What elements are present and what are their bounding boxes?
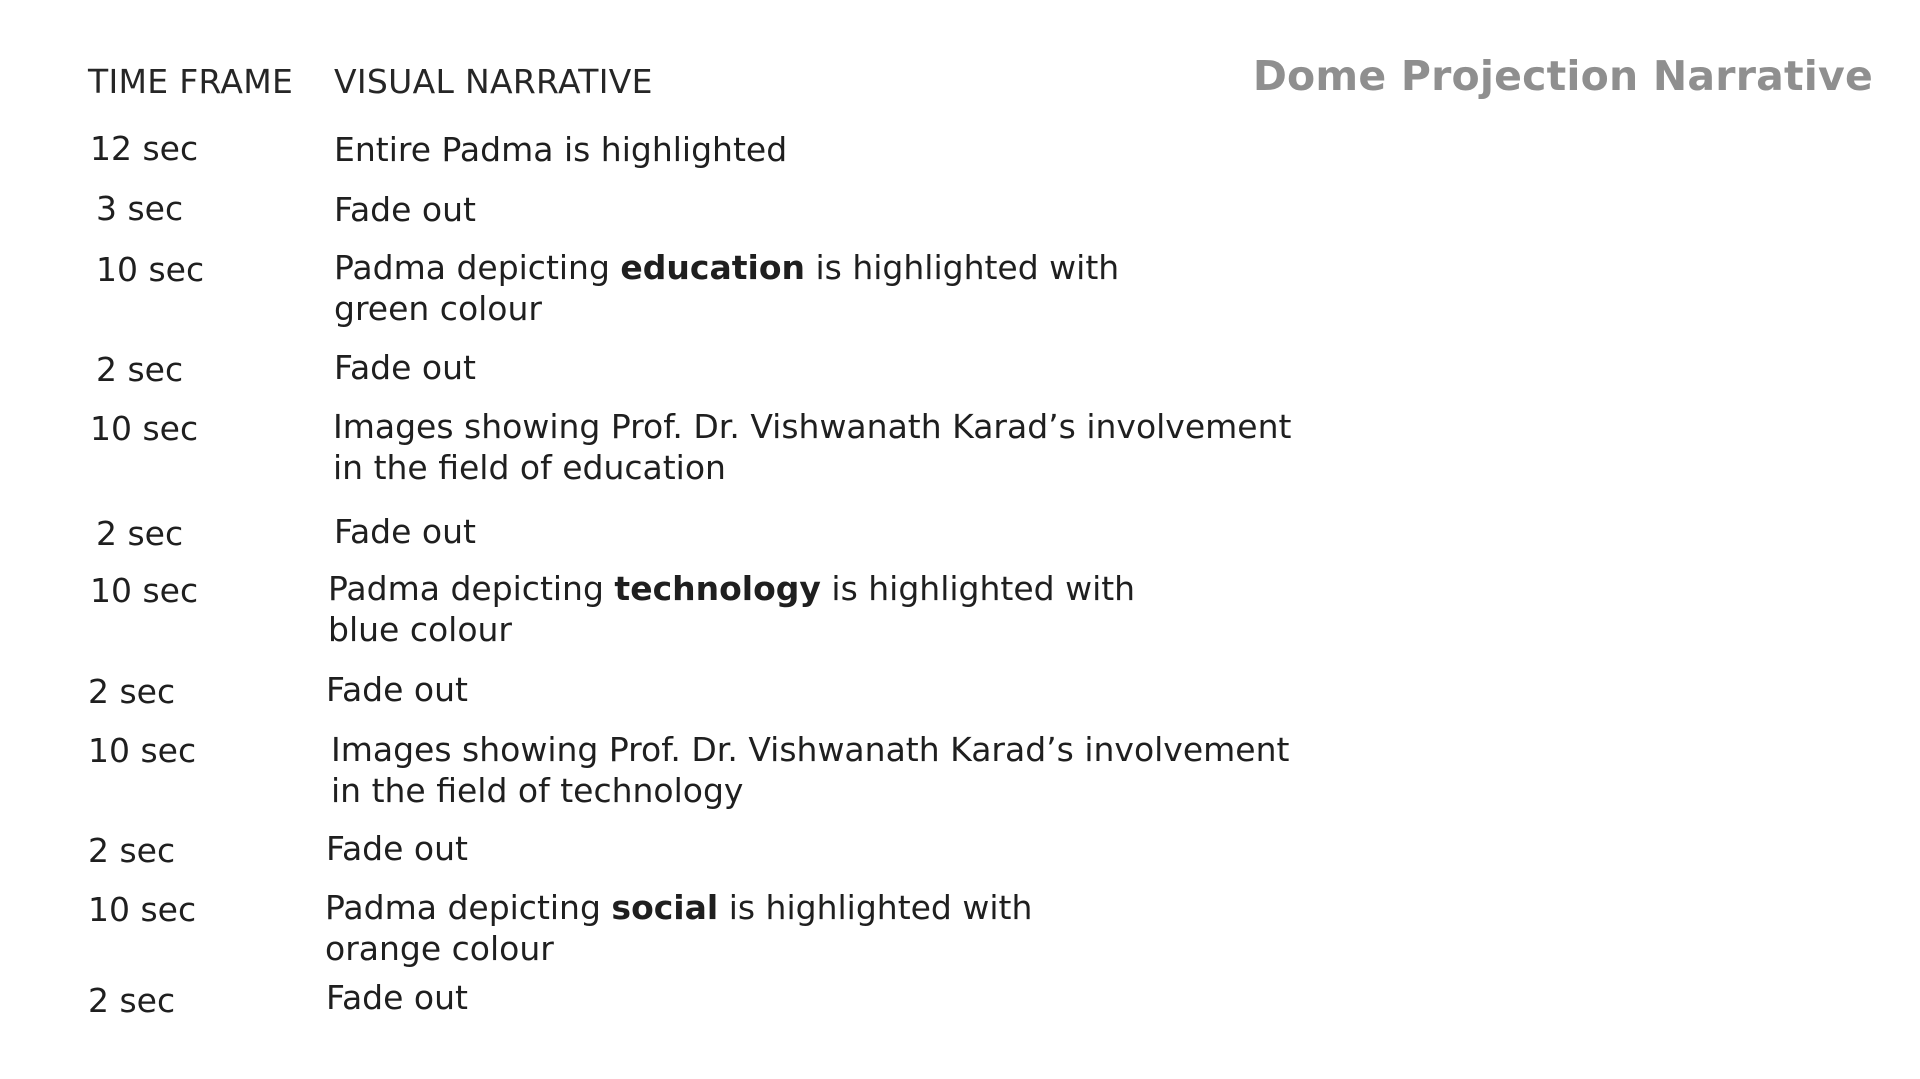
narrative-text: is highlighted with [805,248,1120,287]
narrative-text: Images showing Prof. Dr. Vishwanath Karad’s involvement [331,730,1290,769]
narrative-text-line2: in the field of technology [331,771,744,810]
narrative-text-line2: orange colour [325,929,554,968]
narrative-cell [326,977,468,1018]
narrative-cell [334,189,476,230]
time-frame-header: TIME FRAME [88,62,294,101]
narrative-text: Fade out [326,978,468,1017]
narrative-text-line2: in the field of education [333,448,726,487]
narrative-keyword: education [620,248,805,287]
narrative-text: Fade out [334,512,476,551]
narrative-keyword: social [611,888,719,927]
narrative-cell [328,568,1135,650]
narrative-text: Images showing Prof. Dr. Vishwanath Karad’s involvement [333,407,1292,446]
narrative-cell [325,887,1032,969]
narrative-text: Entire Padma is highlighted [334,130,788,169]
narrative-text: Fade out [326,670,468,709]
time-frame-cell: 2 sec [88,672,176,711]
time-frame-cell: 10 sec [90,409,199,448]
time-frame-cell: 2 sec [88,981,176,1020]
narrative-keyword: technology [614,569,821,608]
narrative-text: Fade out [326,829,468,868]
time-frame-cell: 2 sec [96,350,184,389]
visual-narrative-header: VISUAL NARRATIVE [334,62,653,101]
narrative-cell [331,729,1289,811]
narrative-cell [334,511,476,552]
narrative-text-line2: green colour [334,289,542,328]
narrative-text: is highlighted with [718,888,1033,927]
narrative-text: Padma depicting [334,248,621,287]
narrative-text: Fade out [334,190,476,229]
narrative-cell [326,828,468,869]
time-frame-cell: 2 sec [88,831,176,870]
narrative-cell [334,247,1119,329]
time-frame-cell: 2 sec [96,514,184,553]
time-frame-cell: 12 sec [90,129,199,168]
narrative-text: is highlighted with [820,569,1136,608]
narrative-cell [334,129,787,170]
narrative-cell [333,406,1291,488]
time-frame-cell: 10 sec [88,731,197,770]
page-title: Dome Projection Narrative [1252,52,1873,100]
narrative-text: Fade out [334,348,476,387]
narrative-text: Padma depicting [325,888,612,927]
narrative-text: Padma depicting [328,569,615,608]
narrative-text-line2: blue colour [328,610,512,649]
time-frame-cell: 10 sec [96,250,205,289]
narrative-cell [326,669,468,710]
time-frame-cell: 3 sec [96,189,184,228]
time-frame-cell: 10 sec [88,890,197,929]
narrative-cell [334,347,476,388]
time-frame-cell: 10 sec [90,571,199,610]
